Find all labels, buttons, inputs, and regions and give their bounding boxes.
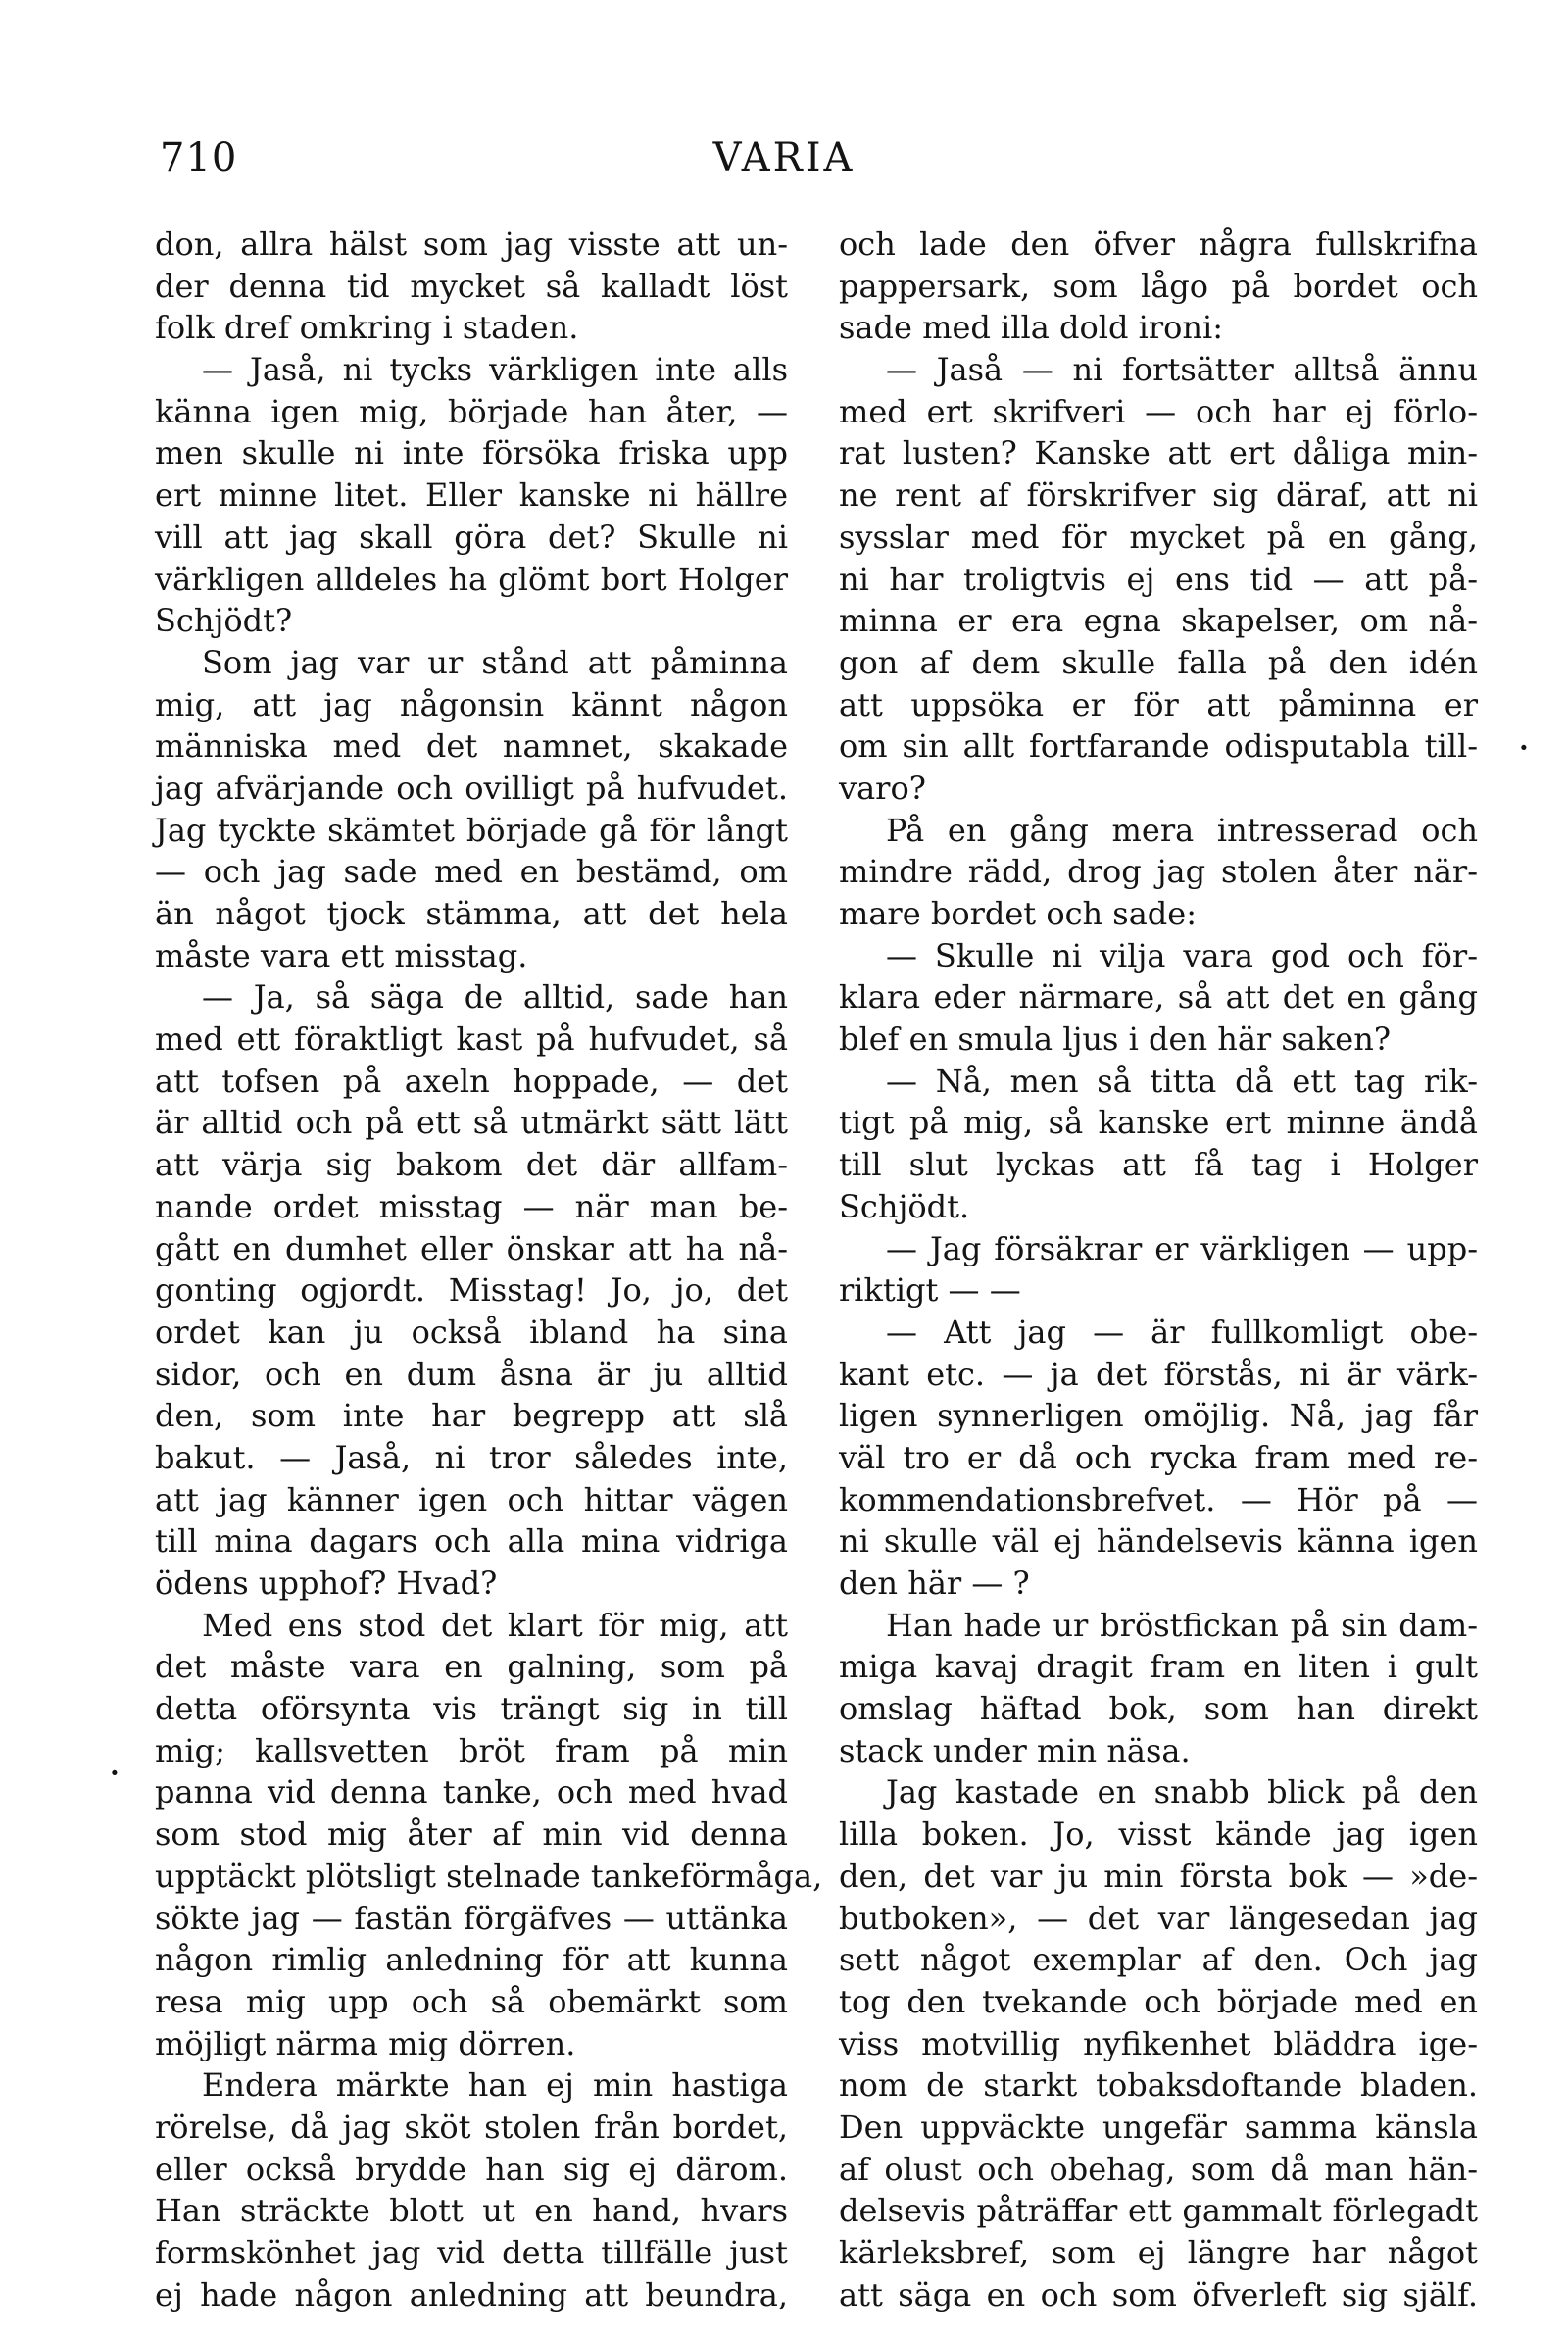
right-column-text-line: tog den tvekande och började med en — [839, 1982, 1478, 2020]
right-column-text-line: viss motvillig nyfikenhet bläddra ige- — [839, 2024, 1478, 2062]
left-column-text-line: der denna tid mycket så kalladt löst — [155, 267, 788, 305]
left-column-text-line: ödens upphof? Hvad? — [155, 1564, 498, 1602]
left-column-text-line: bakut. — Jaså, ni tror således inte, — [155, 1438, 788, 1476]
left-column-text-line: upptäckt plötsligt stelnade tankeförmåga, — [155, 1857, 823, 1895]
left-column-text-line: mig, att jag någonsin kännt någon — [155, 685, 788, 723]
right-column-text-line: till slut lyckas att få tag i Holger — [839, 1146, 1478, 1184]
right-column-text-line: riktigt — — — [839, 1271, 1021, 1310]
margin-dot-mark: · — [110, 1757, 120, 1789]
left-column-text-line: rörelse, då jag sköt stolen från bordet, — [155, 2108, 788, 2146]
right-column-text-line: sett något exemplar af den. Och jag — [839, 1941, 1478, 1979]
right-column-text-line: sade med illa dold ironi: — [839, 309, 1224, 347]
right-column-text-line: den här — ? — [839, 1564, 1030, 1602]
left-column-text-line: nande ordet misstag — när man be- — [155, 1187, 788, 1225]
right-column-text-line: delsevis påträffar ett gammalt förlegadt — [839, 2192, 1478, 2230]
right-column-text-line: — Jag försäkrar er värkligen — upp- — [886, 1229, 1478, 1267]
right-column-text-line: stack under min näsa. — [839, 1731, 1191, 1769]
left-column-text-line: är alltid och på ett så utmärkt sätt lätt — [155, 1104, 788, 1142]
right-column-text-line: att säga en och som öfverleft sig själf. — [839, 2275, 1478, 2313]
left-column-text-line: känna igen mig, började han åter, — — [155, 392, 788, 430]
margin-dot-mark: · — [1519, 731, 1529, 764]
left-column-text-line: Han sträckte blott ut en hand, hvars — [155, 2192, 788, 2230]
left-column-text-line: ej hade någon anledning att beundra, — [155, 2275, 788, 2313]
left-column-text-line: till mina dagars och alla mina vidriga — [155, 1522, 788, 1561]
right-column-text-line: med ert skrifveri — och har ej förlo- — [839, 392, 1478, 430]
left-column-text-line: resa mig upp och så obemärkt som — [155, 1982, 788, 2020]
left-column-text-line: människa med det namnet, skakade — [155, 727, 788, 766]
right-column-text-line: nom de starkt tobaksdoftande bladen. — [839, 2066, 1478, 2105]
right-column-text-line: ni skulle väl ej händelsevis känna igen — [839, 1522, 1478, 1561]
right-column-text-line: kant etc. — ja det förstås, ni är värk- — [839, 1355, 1478, 1393]
left-column-text-line: som stod mig åter af min vid denna — [155, 1815, 788, 1854]
right-column-text-line: minna er era egna skapelser, om nå- — [839, 602, 1478, 640]
left-column-text-line: måste vara ett misstag. — [155, 936, 528, 974]
left-column-text-line: vill att jag skall göra det? Skulle ni — [155, 518, 788, 556]
left-column-text-line: Som jag var ur stånd att påminna — [202, 643, 788, 681]
right-column-text-line: Jag kastade en snabb blick på den — [886, 1773, 1478, 1812]
right-column-text-line: ligen synnerligen omöjlig. Nå, jag får — [839, 1397, 1478, 1435]
left-column-text-line: — och jag sade med en bestämd, om — [155, 853, 788, 891]
left-column-text-line: Schjödt? — [155, 602, 293, 640]
left-column-text-line: eller också brydde han sig ej därom. — [155, 2150, 788, 2188]
right-column-text-line: — Nå, men så titta då ett tag rik- — [886, 1062, 1478, 1100]
left-column-text-line: sidor, och en dum åsna är ju alltid — [155, 1355, 788, 1393]
right-column-text-line: klara eder närmare, så att det en gång — [839, 978, 1478, 1017]
right-column-text-line: sysslar med för mycket på en gång, — [839, 518, 1478, 556]
left-column-text-line: sökte jag — fastän förgäfves — uttänka — [155, 1899, 788, 1937]
right-column-text-line: lilla boken. Jo, visst kände jag igen — [839, 1815, 1478, 1854]
right-column-text-line: mare bordet och sade: — [839, 895, 1197, 932]
right-column-text-line: butboken», — det var längesedan jag — [839, 1899, 1478, 1937]
left-column-text-line: mig; kallsvetten bröt fram på min — [155, 1731, 788, 1769]
right-column-text-line: mindre rädd, drog jag stolen åter när- — [839, 853, 1478, 891]
left-column-text-line: Med ens stod det klart för mig, att — [202, 1606, 788, 1644]
left-column-text-line: den, som inte har begrepp att slå — [155, 1397, 788, 1435]
left-column-text-line: värkligen alldeles ha glömt bort Holger — [155, 560, 788, 598]
left-column-text-line: gått en dumhet eller önskar att ha nå- — [155, 1229, 788, 1267]
left-column-text-line: formskönhet jag vid detta tillfälle just — [155, 2234, 788, 2271]
right-column-text-line: miga kavaj dragit fram en liten i gult — [839, 1648, 1478, 1686]
left-column-text-line: det måste vara en galning, som på — [155, 1648, 788, 1686]
left-column-text-line: Jag tyckte skämtet började gå för långt — [155, 811, 788, 849]
right-column-text-line: omslag häftad bok, som han direkt — [839, 1690, 1478, 1728]
right-column-text-line: väl tro er då och rycka fram med re- — [839, 1438, 1478, 1476]
running-title: VARIA — [712, 135, 856, 180]
left-column-text-line: att värja sig bakom det där allfam- — [155, 1146, 788, 1184]
right-column-text-line: På en gång mera intresserad och — [886, 811, 1478, 849]
left-column-text-line: panna vid denna tanke, och med hvad — [155, 1773, 788, 1812]
left-column-text-line: att jag känner igen och hittar vägen — [155, 1480, 788, 1518]
left-column-text-line: att tofsen på axeln hoppade, — det — [155, 1062, 788, 1100]
left-column-text-line: folk dref omkring i staden. — [155, 309, 579, 347]
left-column-text-line: men skulle ni inte försöka friska upp — [155, 434, 788, 472]
right-column-text-line: tigt på mig, så kanske ert minne ändå — [839, 1104, 1478, 1142]
left-column-text-line: jag afvärjande och ovilligt på hufvudet. — [155, 769, 788, 807]
right-column-text-line: blef en smula ljus i den här saken? — [839, 1020, 1391, 1059]
left-column-text-line: — Ja, så säga de alltid, sade han — [202, 978, 788, 1017]
right-column-text-line: kommendationsbrefvet. — Hör på — — [839, 1480, 1478, 1518]
left-column-text-line: ert minne litet. Eller kanske ni hällre — [155, 476, 788, 515]
right-column-text-line: — Att jag — är fullkomligt obe- — [886, 1313, 1478, 1351]
right-column-text-line: rat lusten? Kanske att ert dåliga min- — [839, 434, 1478, 472]
left-column-text-line: med ett föraktligt kast på hufvudet, så — [155, 1020, 788, 1059]
right-column-text-line: om sin allt fortfarande odisputabla till- — [839, 727, 1478, 766]
page-number: 710 — [160, 135, 238, 180]
left-text-column — [155, 223, 823, 2315]
right-column-text-line: gon af dem skulle falla på den idén — [839, 643, 1478, 681]
right-column-text-line: Han hade ur bröstfickan på sin dam- — [886, 1606, 1478, 1644]
right-column-text-line: att uppsöka er för att påminna er — [839, 685, 1478, 723]
left-column-text-line: än något tjock stämma, att det hela — [155, 895, 788, 932]
left-column-text-line: någon rimlig anledning för att kunna — [155, 1941, 788, 1979]
right-column-text-line: varo? — [839, 769, 926, 807]
right-column-text-line: kärleksbref, som ej längre har något — [839, 2234, 1478, 2271]
left-column-text-line: detta oförsynta vis trängt sig in till — [155, 1690, 788, 1728]
left-column-text-line: Endera märkte han ej min hastiga — [202, 2066, 788, 2105]
right-column-text-line: Den uppväckte ungefär samma känsla — [839, 2108, 1478, 2146]
right-column-text-line: och lade den öfver några fullskrifna — [839, 225, 1478, 263]
right-column-text-line: Schjödt. — [839, 1187, 970, 1225]
left-column-text-line: don, allra hälst som jag visste att un- — [155, 225, 788, 263]
right-column-text-line: — Skulle ni vilja vara god och för- — [886, 936, 1478, 974]
left-column-text-line: ordet kan ju också ibland ha sina — [155, 1313, 788, 1351]
right-column-text-line: pappersark, som lågo på bordet och — [839, 267, 1478, 305]
left-column-text-line: möjligt närma mig dörren. — [155, 2024, 576, 2062]
right-column-text-line: ne rent af förskrifver sig däraf, att ni — [839, 476, 1478, 515]
left-column-text-line: gonting ogjordt. Misstag! Jo, jo, det — [155, 1271, 788, 1310]
right-column-text-line: af olust och obehag, som då man hän- — [839, 2150, 1478, 2188]
right-text-column — [839, 223, 1478, 2315]
right-column-text-line: — Jaså — ni fortsätter alltså ännu — [886, 351, 1478, 389]
left-column-text-line: — Jaså, ni tycks värkligen inte alls — [202, 351, 788, 389]
right-column-text-line: den, det var ju min första bok — »de- — [839, 1857, 1478, 1895]
right-column-text-line: ni har troligtvis ej ens tid — att på- — [839, 560, 1478, 598]
